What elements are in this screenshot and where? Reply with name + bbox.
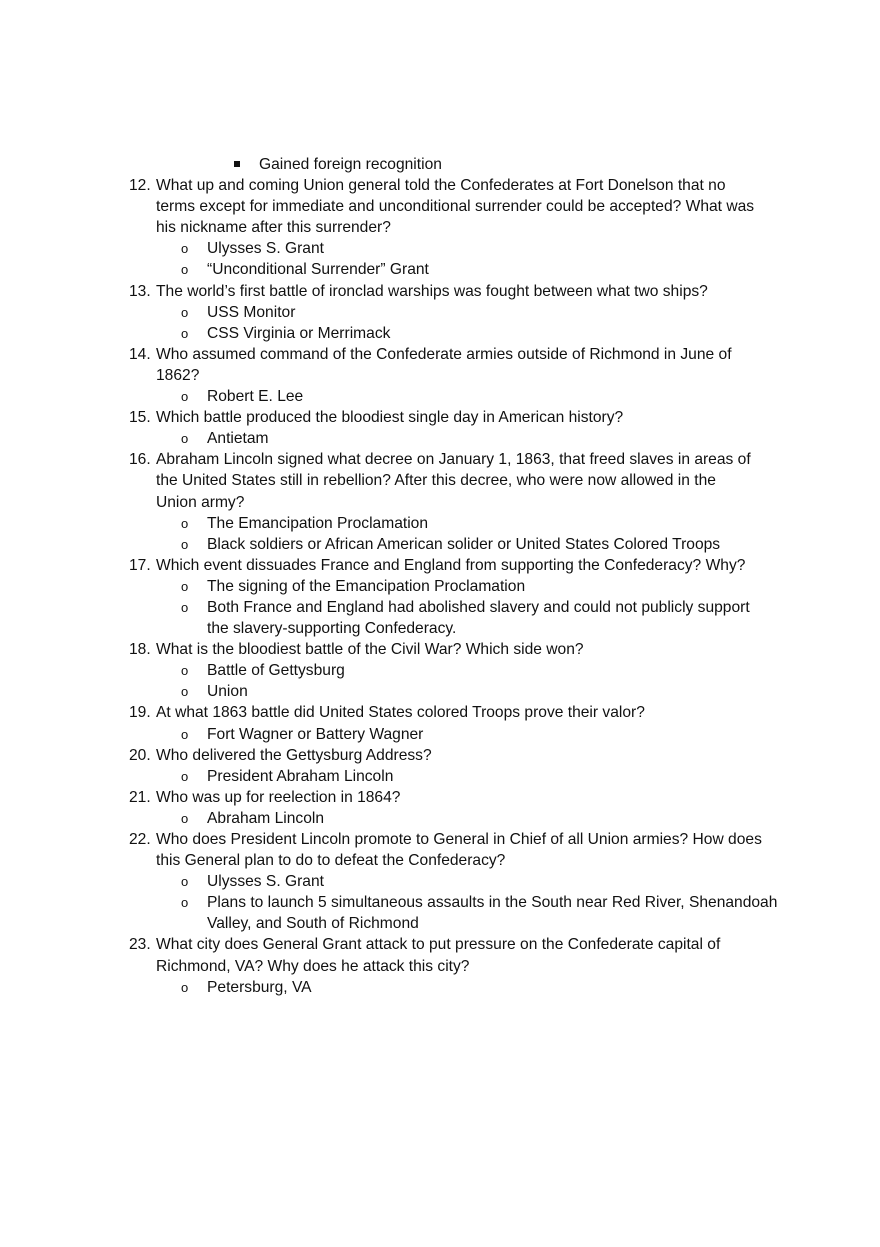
answer-text: the slavery-supporting Confederacy. (207, 620, 457, 638)
circle-bullet-icon: o (181, 431, 189, 447)
question-number: 13. (129, 282, 151, 300)
answer-line (0, 576, 880, 597)
circle-bullet-icon: o (181, 304, 189, 320)
answer-text: Union (207, 683, 248, 701)
circle-bullet-icon: o (181, 684, 189, 700)
question-text: What is the bloodiest battle of the Civil War? Which side won? (156, 641, 584, 659)
question-text: this General plan to do to defeat the Confederacy? (156, 852, 506, 870)
circle-bullet-icon: o (181, 262, 189, 278)
question-text: 1862? (156, 366, 200, 384)
question-line (0, 470, 880, 491)
question-text: At what 1863 battle did United States colored Troops prove their valor? (156, 704, 645, 722)
question-line (0, 196, 880, 217)
question-item (0, 787, 880, 829)
question-list (0, 154, 880, 998)
question-number: 12. (129, 177, 151, 195)
question-item (0, 281, 880, 344)
question-text: terms except for immediate and unconditional surrender could be accepted? What was (156, 198, 755, 216)
circle-bullet-icon: o (181, 599, 189, 615)
answer-line (0, 681, 880, 702)
answer-line (0, 513, 880, 534)
circle-bullet-icon: o (181, 389, 189, 405)
answer-line (0, 386, 880, 407)
question-line (0, 407, 880, 428)
circle-bullet-icon: o (181, 979, 189, 995)
question-item (0, 449, 880, 554)
question-item (0, 175, 880, 280)
question-line (0, 956, 880, 977)
answer-line (0, 913, 880, 934)
sub-answer-line (0, 154, 880, 175)
question-item (0, 344, 880, 407)
question-text: The world’s first battle of ironclad warships was fought between what two ships? (156, 282, 708, 300)
answer-line (0, 618, 880, 639)
answer-text: Robert E. Lee (207, 388, 304, 406)
circle-bullet-icon: o (181, 578, 189, 594)
circle-bullet-icon: o (181, 663, 189, 679)
question-line (0, 555, 880, 576)
answer-line (0, 892, 880, 913)
question-number: 23. (129, 936, 151, 954)
question-number: 19. (129, 704, 151, 722)
square-bullet-icon (234, 161, 240, 167)
question-text: What up and coming Union general told the Confederates at Fort Donelson that no (156, 177, 726, 195)
answer-line (0, 534, 880, 555)
question-number: 20. (129, 746, 151, 764)
answer-text: Petersburg, VA (207, 978, 312, 996)
question-text: Richmond, VA? Why does he attack this city? (156, 957, 470, 975)
question-text: What city does General Grant attack to put pressure on the Confederate capital of (156, 936, 721, 954)
circle-bullet-icon: o (181, 536, 189, 552)
answer-text: Valley, and South of Richmond (207, 915, 419, 933)
question-line (0, 934, 880, 955)
question-item (0, 745, 880, 787)
answer-text: The signing of the Emancipation Proclamation (207, 577, 526, 595)
answer-line (0, 428, 880, 449)
question-line (0, 639, 880, 660)
question-text: Union army? (156, 493, 245, 511)
circle-bullet-icon: o (181, 325, 189, 341)
answer-text: Ulysses S. Grant (207, 240, 324, 258)
circle-bullet-icon: o (181, 726, 189, 742)
question-line (0, 449, 880, 470)
circle-bullet-icon: o (181, 768, 189, 784)
answer-text: Ulysses S. Grant (207, 873, 324, 891)
circle-bullet-icon: o (181, 895, 189, 911)
question-line (0, 365, 880, 386)
question-text: Which battle produced the bloodiest single day in American history? (156, 409, 624, 427)
answer-line (0, 808, 880, 829)
question-line (0, 702, 880, 723)
answer-text: Abraham Lincoln (207, 809, 325, 827)
answer-text: Plans to launch 5 simultaneous assaults in the South near Red River, Shenandoah (207, 894, 778, 912)
circle-bullet-icon: o (181, 810, 189, 826)
answer-text: President Abraham Lincoln (207, 767, 394, 785)
answer-line (0, 724, 880, 745)
question-line (0, 175, 880, 196)
circle-bullet-icon: o (181, 515, 189, 531)
answer-text: The Emancipation Proclamation (207, 514, 429, 532)
question-item (0, 639, 880, 702)
question-text: Which event dissuades France and England from supporting the Confederacy? Why? (156, 556, 746, 574)
question-item (0, 407, 880, 449)
answer-line (0, 766, 880, 787)
question-text: his nickname after this surrender? (156, 219, 391, 237)
question-number: 17. (129, 556, 151, 574)
question-number: 16. (129, 451, 151, 469)
answer-line (0, 660, 880, 681)
question-line (0, 745, 880, 766)
question-line (0, 281, 880, 302)
question-number: 21. (129, 788, 151, 806)
circle-bullet-icon: o (181, 241, 189, 257)
question-line (0, 850, 880, 871)
question-number: 18. (129, 641, 151, 659)
question-number: 22. (129, 831, 151, 848)
question-text: Who does President Lincoln promote to General in Chief of all Union armies? How does (156, 831, 762, 848)
question-number: 15. (129, 409, 151, 427)
answer-line (0, 977, 880, 998)
question-text: Abraham Lincoln signed what decree on January 1, 1863, that freed slaves in areas of (156, 451, 751, 469)
answer-text: Battle of Gettysburg (207, 662, 345, 680)
question-item (0, 555, 880, 639)
question-line (0, 217, 880, 238)
question-text: Who delivered the Gettysburg Address? (156, 746, 432, 764)
question-item (0, 829, 880, 934)
question-line (0, 492, 880, 513)
answer-line (0, 302, 880, 323)
answer-line (0, 597, 880, 618)
sub-answer-text: Gained foreign recognition (259, 156, 442, 173)
answer-text: USS Monitor (207, 303, 296, 321)
question-item (0, 934, 880, 997)
question-text: Who assumed command of the Confederate armies outside of Richmond in June of (156, 345, 732, 363)
answer-text: Antietam (207, 430, 269, 448)
question-line (0, 344, 880, 365)
answer-text: “Unconditional Surrender” Grant (207, 261, 429, 279)
question-text: the United States still in rebellion? After this decree, who were now allowed in the (156, 472, 716, 490)
answer-text: Fort Wagner or Battery Wagner (207, 725, 424, 743)
question-line (0, 829, 880, 850)
answer-line (0, 323, 880, 344)
question-item (0, 702, 880, 744)
answer-line (0, 238, 880, 259)
answer-line (0, 259, 880, 280)
answer-text: CSS Virginia or Merrimack (207, 324, 391, 342)
circle-bullet-icon: o (181, 874, 189, 890)
answer-text: Both France and England had abolished slavery and could not publicly support (207, 598, 750, 616)
question-number: 14. (129, 345, 151, 363)
answer-line (0, 871, 880, 892)
answer-text: Black soldiers or African American solider or United States Colored Troops (207, 535, 721, 553)
question-line (0, 787, 880, 808)
question-text: Who was up for reelection in 1864? (156, 788, 401, 806)
